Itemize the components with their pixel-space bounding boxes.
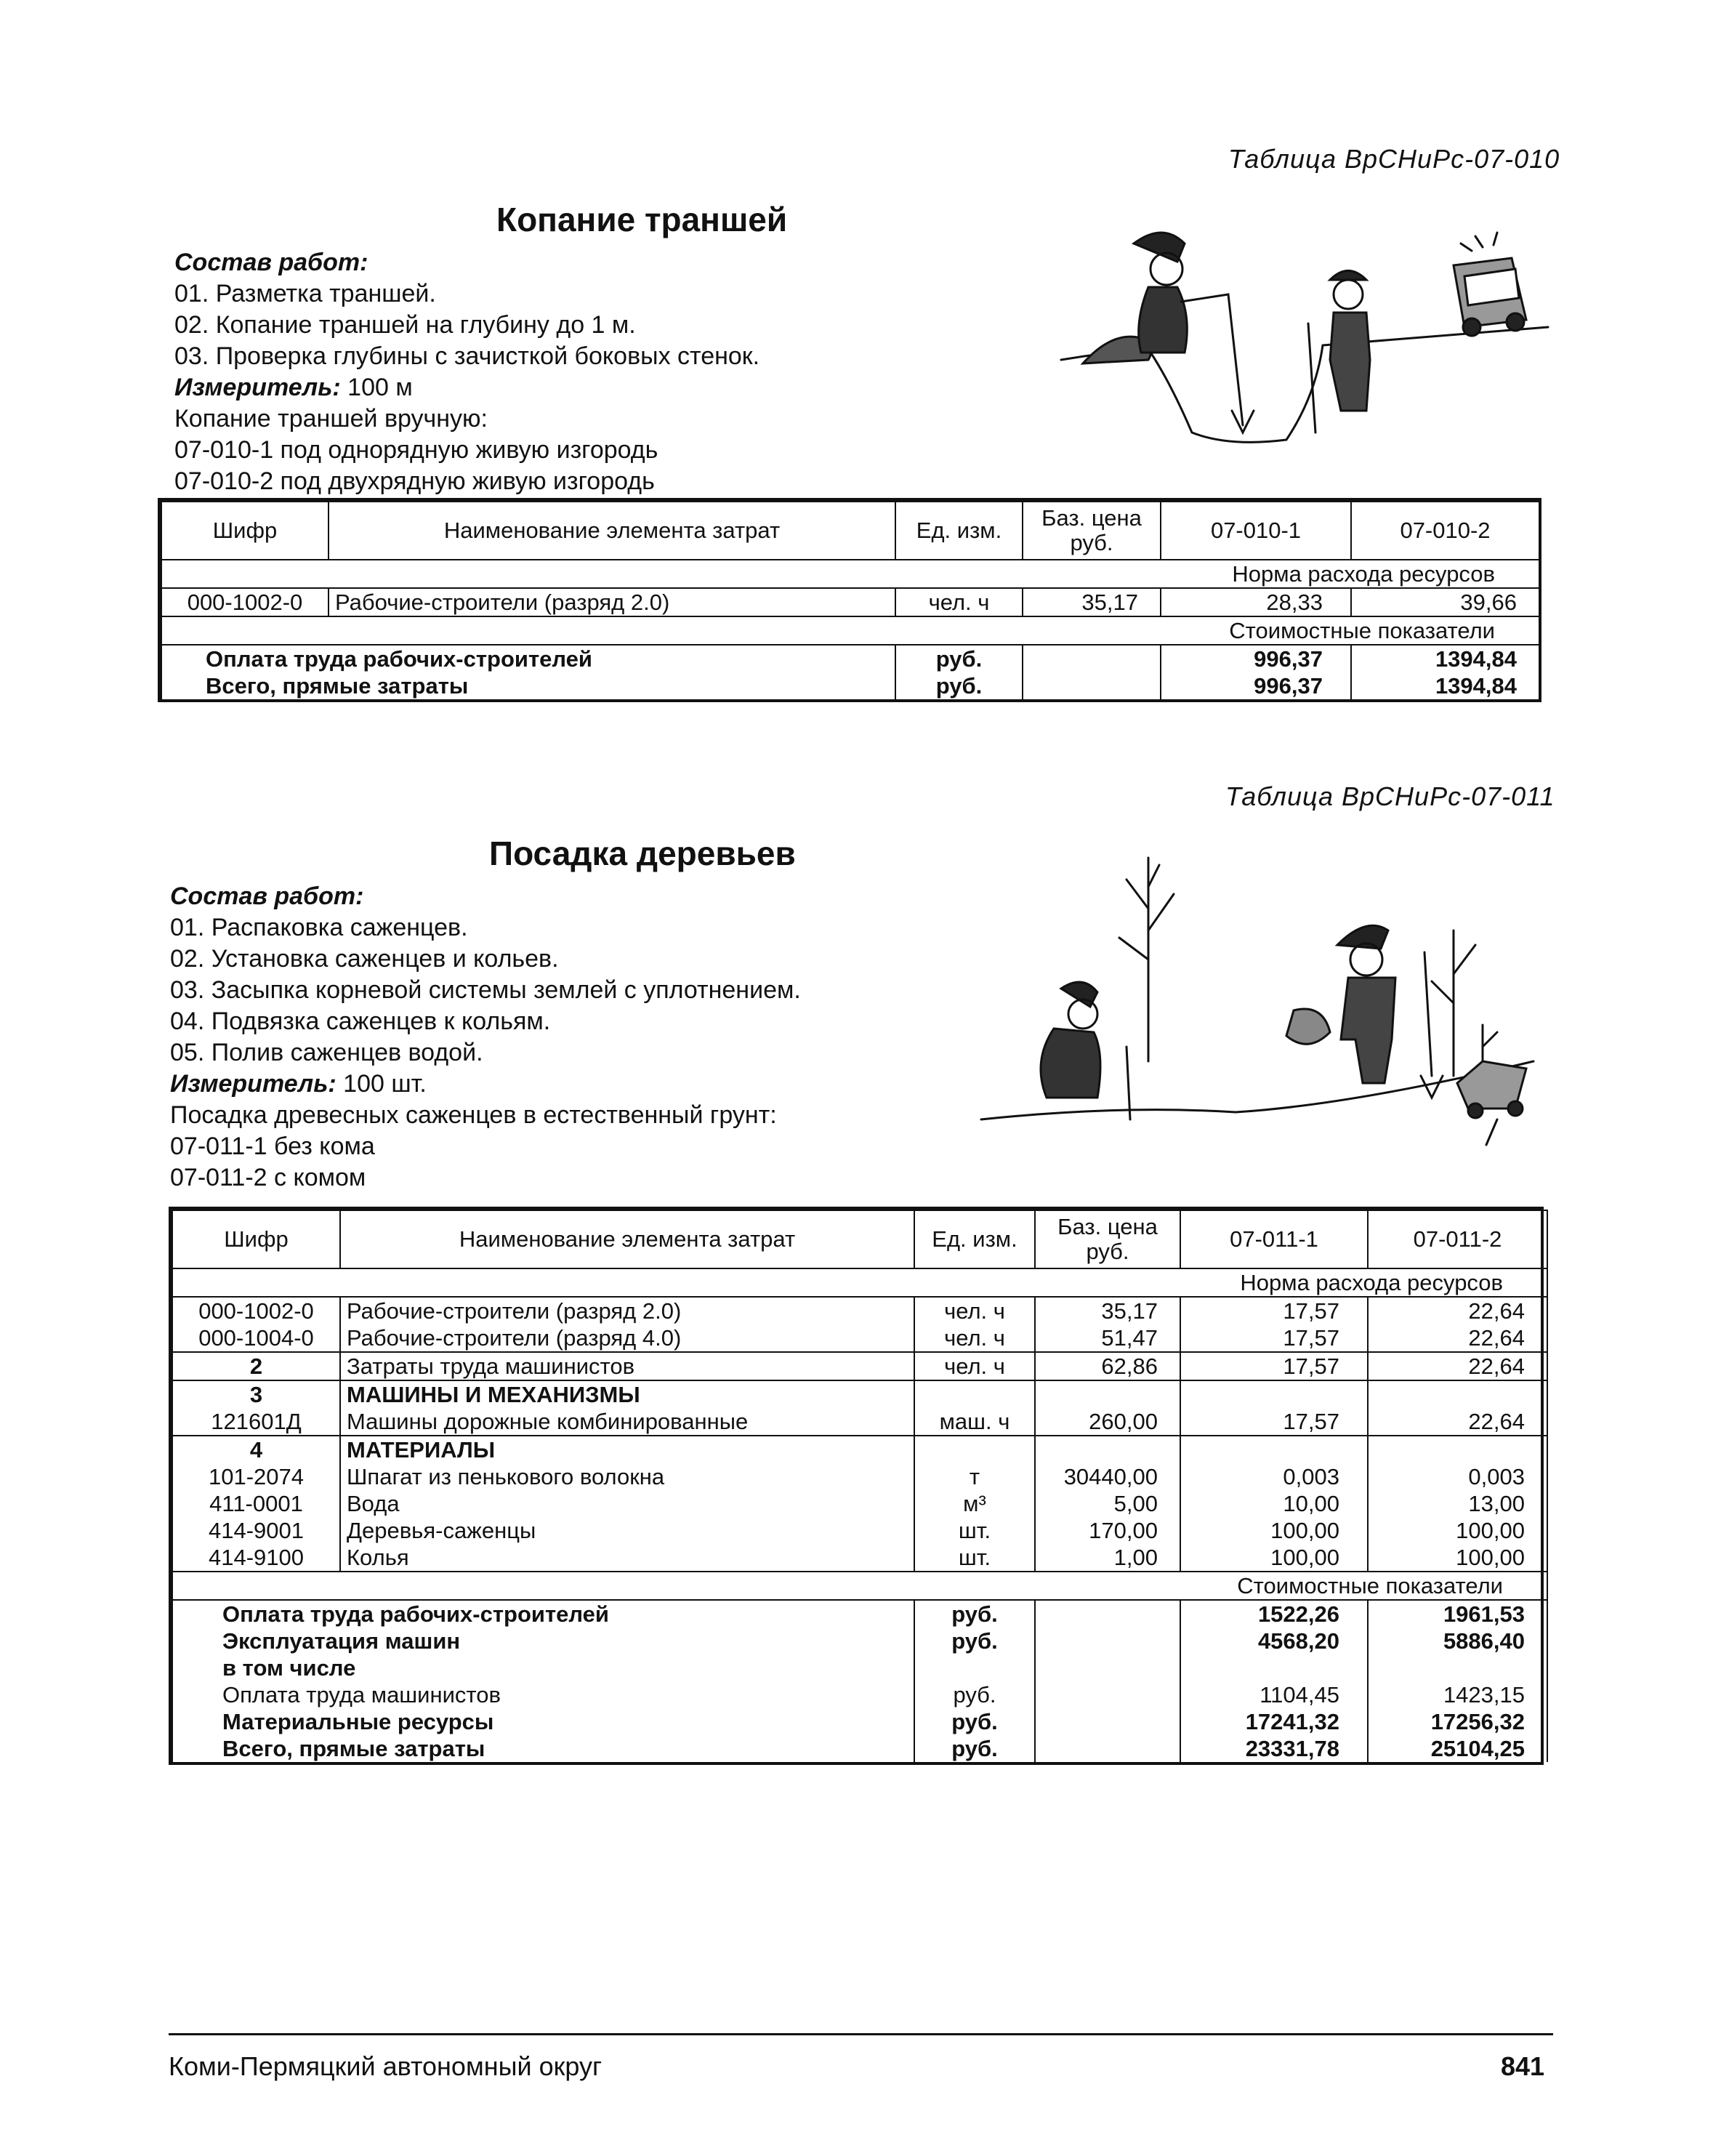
cell-variant-2: 13,00 (1368, 1490, 1547, 1517)
cell-unit: чел. ч (895, 588, 1023, 616)
table-row (172, 1380, 1547, 1408)
cost-variant-1: 996,37 (1161, 672, 1351, 699)
cell-name: Вода (340, 1490, 914, 1517)
variants-subheader: Копание траншей вручную: (174, 405, 488, 433)
cost-name: Эксплуатация машин (172, 1628, 914, 1654)
cost-variant-2: 1394,84 (1351, 645, 1539, 672)
cell-variant-2 (1368, 1436, 1547, 1463)
cell-variant-2 (1368, 1380, 1547, 1408)
cost-row (161, 645, 1539, 672)
cost-variant-2: 1394,84 (1351, 672, 1539, 699)
cell-name: Рабочие-строители (разряд 2.0) (329, 588, 895, 616)
cell-price: 260,00 (1035, 1408, 1180, 1436)
tree-planting-illustration (974, 843, 1541, 1149)
cell-unit: маш. ч (914, 1408, 1035, 1436)
cost-empty (1023, 645, 1161, 672)
cell-name: Деревья-саженцы (340, 1517, 914, 1544)
cell-variant-2: 22,64 (1368, 1324, 1547, 1352)
cell-price: 5,00 (1035, 1490, 1180, 1517)
cost-label: Стоимостные показатели (161, 616, 1539, 645)
meter-label: Измеритель: (170, 1070, 336, 1098)
cell-variant-1 (1180, 1436, 1368, 1463)
cell-price: 35,17 (1023, 588, 1161, 616)
norm-label: Норма расхода ресурсов (161, 560, 1539, 588)
cell-variant-2: 22,64 (1368, 1352, 1547, 1380)
col-header-unit: Ед. изм. (914, 1210, 1035, 1268)
cost-name: Оплата труда рабочих-строителей (161, 645, 895, 672)
cell-name: Колья (340, 1544, 914, 1572)
cell-variant-2: 22,64 (1368, 1297, 1547, 1324)
cell-price: 170,00 (1035, 1517, 1180, 1544)
cell-price (1035, 1380, 1180, 1408)
cell-variant-1: 0,003 (1180, 1463, 1368, 1490)
cost-row (172, 1654, 1547, 1681)
table-reference: Таблица ВрСНиРс-07-010 (1228, 144, 1560, 174)
cost-row (172, 1681, 1547, 1708)
cost-section-row (172, 1572, 1547, 1600)
cell-name: Рабочие-строители (разряд 4.0) (340, 1324, 914, 1352)
table-row (172, 1544, 1547, 1572)
cell-code: 4 (172, 1436, 340, 1463)
col-header-code: Шифр (172, 1210, 340, 1268)
col-header-unit: Ед. изм. (895, 502, 1023, 560)
cell-code: 414-9001 (172, 1517, 340, 1544)
cell-code: 121601Д (172, 1408, 340, 1436)
cost-name: Материальные ресурсы (172, 1708, 914, 1735)
cell-variant-1: 17,57 (1180, 1297, 1368, 1324)
trench-digging-illustration (1047, 193, 1570, 469)
work-step: 01. Распаковка саженцев. (170, 914, 468, 941)
cost-unit: руб. (914, 1735, 1035, 1762)
cost-name: Всего, прямые затраты (161, 672, 895, 699)
cost-variant-1: 23331,78 (1180, 1735, 1368, 1762)
composition-header: Состав работ: (170, 882, 364, 910)
norm-section-row (161, 560, 1539, 588)
variant-item: 07-011-1 без кома (170, 1133, 375, 1160)
col-header-variant-2: 07-010-2 (1351, 502, 1539, 560)
cell-unit (914, 1436, 1035, 1463)
cost-variant-2: 1423,15 (1368, 1681, 1547, 1708)
variant-item: 07-010-2 под двухрядную живую изгородь (174, 467, 655, 495)
col-header-price: Баз. цена руб. (1035, 1210, 1180, 1268)
cell-price: 1,00 (1035, 1544, 1180, 1572)
cost-empty (1035, 1735, 1180, 1762)
cost-variant-2: 17256,32 (1368, 1708, 1547, 1735)
cell-price: 35,17 (1035, 1297, 1180, 1324)
norm-label: Норма расхода ресурсов (172, 1268, 1547, 1297)
cell-name: Шпагат из пенькового волокна (340, 1463, 914, 1490)
cell-variant-1: 17,57 (1180, 1408, 1368, 1436)
work-step: 02. Копание траншей на глубину до 1 м. (174, 311, 636, 339)
table-row (172, 1324, 1547, 1352)
table-header-row (172, 1210, 1547, 1268)
norm-section-row (172, 1268, 1547, 1297)
cost-variant-1: 17241,32 (1180, 1708, 1368, 1735)
cell-name: Рабочие-строители (разряд 2.0) (340, 1297, 914, 1324)
cost-variant-1: 1522,26 (1180, 1600, 1368, 1628)
work-composition (170, 881, 801, 1194)
col-header-name: Наименование элемента затрат (329, 502, 895, 560)
cell-name: Машины дорожные комбинированные (340, 1408, 914, 1436)
cell-code: 411-0001 (172, 1490, 340, 1517)
cell-unit (914, 1380, 1035, 1408)
cell-variant-1: 28,33 (1161, 588, 1351, 616)
cost-name: в том числе (172, 1654, 914, 1681)
cell-unit: чел. ч (914, 1324, 1035, 1352)
cost-unit: руб. (914, 1628, 1035, 1654)
cell-unit: м³ (914, 1490, 1035, 1517)
cost-empty (1035, 1600, 1180, 1628)
cost-variant-2 (1368, 1654, 1547, 1681)
cell-name: МАШИНЫ И МЕХАНИЗМЫ (340, 1380, 914, 1408)
work-step: 04. Подвязка саженцев к кольям. (170, 1007, 551, 1035)
cost-unit: руб. (895, 645, 1023, 672)
variant-item: 07-010-1 под однорядную живую изгородь (174, 436, 658, 464)
resource-table (158, 498, 1541, 702)
cost-row (172, 1600, 1547, 1628)
cell-unit: чел. ч (914, 1297, 1035, 1324)
cell-variant-1: 100,00 (1180, 1517, 1368, 1544)
cost-unit: руб. (914, 1681, 1035, 1708)
meter-value: 100 шт. (336, 1070, 427, 1098)
cell-unit: т (914, 1463, 1035, 1490)
footer-region: Коми-Пермяцкий автономный округ (169, 2051, 602, 2081)
cost-empty (1023, 672, 1161, 699)
meter-value: 100 м (340, 374, 413, 401)
cost-variant-2: 1961,53 (1368, 1600, 1547, 1628)
table-header-row (161, 502, 1539, 560)
work-step: 05. Полив саженцев водой. (170, 1039, 483, 1066)
cost-row (172, 1735, 1547, 1762)
col-header-name: Наименование элемента затрат (340, 1210, 914, 1268)
col-header-variant-2: 07-011-2 (1368, 1210, 1547, 1268)
cell-code: 000-1004-0 (172, 1324, 340, 1352)
cost-variant-2: 5886,40 (1368, 1628, 1547, 1654)
cell-variant-2: 22,64 (1368, 1408, 1547, 1436)
cost-row (172, 1708, 1547, 1735)
cell-name: МАТЕРИАЛЫ (340, 1436, 914, 1463)
cost-row (172, 1628, 1547, 1654)
cell-price: 62,86 (1035, 1352, 1180, 1380)
cost-unit: руб. (914, 1708, 1035, 1735)
cell-code: 000-1002-0 (161, 588, 329, 616)
section-title: Копание траншей (496, 201, 788, 238)
variants-subheader: Посадка древесных саженцев в естественный грунт: (170, 1101, 777, 1129)
cost-row (161, 672, 1539, 699)
cost-variant-1: 4568,20 (1180, 1628, 1368, 1654)
work-step: 03. Засыпка корневой системы землей с уплотнением. (170, 976, 801, 1004)
section-title: Посадка деревьев (489, 834, 796, 872)
cell-variant-1: 10,00 (1180, 1490, 1368, 1517)
work-step: 03. Проверка глубины с зачисткой боковых стенок. (174, 342, 760, 370)
work-step: 01. Разметка траншей. (174, 280, 436, 307)
cost-empty (1035, 1708, 1180, 1735)
cell-unit: чел. ч (914, 1352, 1035, 1380)
cost-unit (914, 1654, 1035, 1681)
meter-label: Измеритель: (174, 374, 341, 401)
table-row (172, 1408, 1547, 1436)
cost-variant-1 (1180, 1654, 1368, 1681)
table-row (172, 1517, 1547, 1544)
col-header-code: Шифр (161, 502, 329, 560)
cell-variant-1 (1180, 1380, 1368, 1408)
table-row (172, 1463, 1547, 1490)
cell-variant-1: 17,57 (1180, 1324, 1368, 1352)
cell-variant-2: 0,003 (1368, 1463, 1547, 1490)
cost-empty (1035, 1681, 1180, 1708)
cell-variant-2: 100,00 (1368, 1517, 1547, 1544)
col-header-variant-1: 07-010-1 (1161, 502, 1351, 560)
cell-variant-1: 100,00 (1180, 1544, 1368, 1572)
cell-price (1035, 1436, 1180, 1463)
page-number: 841 (1501, 2051, 1545, 2081)
cost-name: Всего, прямые затраты (172, 1735, 914, 1762)
work-composition (174, 247, 759, 497)
work-step: 02. Установка саженцев и кольев. (170, 945, 559, 973)
cell-code: 000-1002-0 (172, 1297, 340, 1324)
table-row (172, 1490, 1547, 1517)
col-header-variant-1: 07-011-1 (1180, 1210, 1368, 1268)
table-row (172, 1352, 1547, 1380)
cost-unit: руб. (914, 1600, 1035, 1628)
table-row (172, 1297, 1547, 1324)
footer-divider (169, 2033, 1553, 2035)
col-header-price: Баз. цена руб. (1023, 502, 1161, 560)
cell-name: Затраты труда машинистов (340, 1352, 914, 1380)
table-reference: Таблица ВрСНиРс-07-011 (1225, 781, 1555, 811)
cell-code: 2 (172, 1352, 340, 1380)
cell-code: 101-2074 (172, 1463, 340, 1490)
resource-table (169, 1207, 1544, 1765)
cell-price: 30440,00 (1035, 1463, 1180, 1490)
cell-variant-2: 100,00 (1368, 1544, 1547, 1572)
cell-price: 51,47 (1035, 1324, 1180, 1352)
cost-section-row (161, 616, 1539, 645)
meter (170, 1069, 801, 1100)
cost-name: Оплата труда машинистов (172, 1681, 914, 1708)
cost-unit: руб. (895, 672, 1023, 699)
cost-empty (1035, 1654, 1180, 1681)
cost-label: Стоимостные показатели (172, 1572, 1547, 1600)
cell-code: 3 (172, 1380, 340, 1408)
cost-empty (1035, 1628, 1180, 1654)
cell-variant-1: 17,57 (1180, 1352, 1368, 1380)
table-row (161, 588, 1539, 616)
cost-variant-1: 1104,45 (1180, 1681, 1368, 1708)
cost-variant-1: 996,37 (1161, 645, 1351, 672)
cell-code: 414-9100 (172, 1544, 340, 1572)
cost-name: Оплата труда рабочих-строителей (172, 1600, 914, 1628)
cost-variant-2: 25104,25 (1368, 1735, 1547, 1762)
cell-unit: шт. (914, 1544, 1035, 1572)
meter (174, 372, 759, 403)
table-row (172, 1436, 1547, 1463)
composition-header: Состав работ: (174, 249, 368, 276)
variant-item: 07-011-2 с комом (170, 1164, 366, 1191)
cell-variant-2: 39,66 (1351, 588, 1539, 616)
cell-unit: шт. (914, 1517, 1035, 1544)
